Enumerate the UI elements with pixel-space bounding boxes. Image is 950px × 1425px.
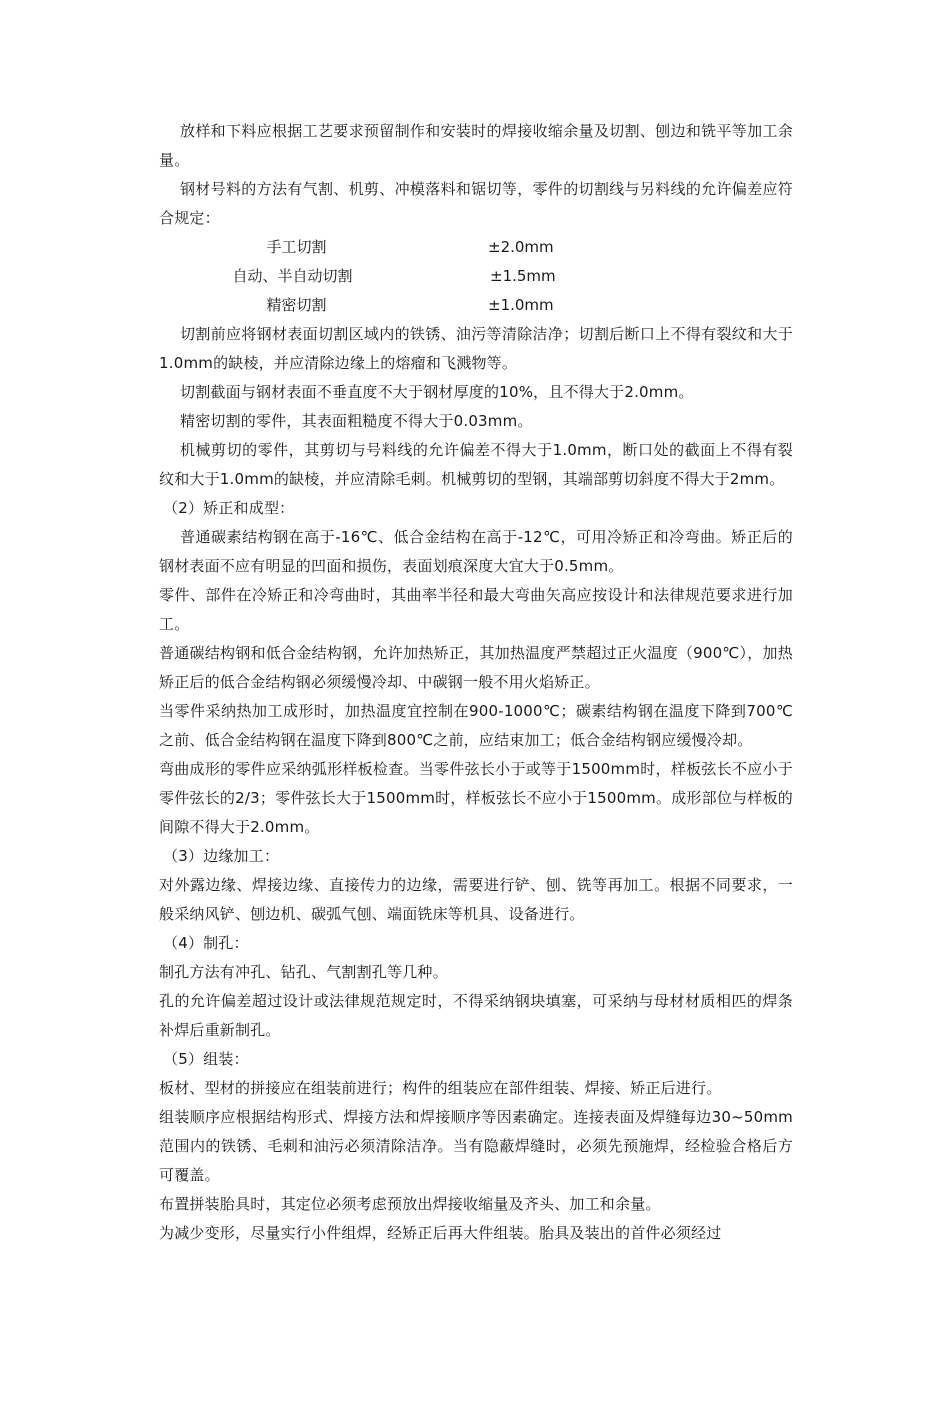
tolerance-method: 自动、半自动切割 <box>232 267 353 285</box>
section-heading: （2）矫正和成型： <box>163 499 295 517</box>
paragraph-mechanical-shearing: 机械剪切的零件，其剪切与号料线的允许偏差不得大于1.0mm，断口处的截面上不得有裂纹和大于1.0mm的缺棱，并应清除毛刺。机械剪切的型钢，其端部剪切斜度不得大于2mm。 <box>159 441 793 488</box>
tolerance-row <box>159 291 793 320</box>
paragraph-lofting: 放样和下料应根据工艺要求预留制作和安装时的焊接收缩余量及切割、刨边和铣平等加工余量。 <box>159 122 793 169</box>
section-heading: （3）边缘加工： <box>163 847 280 865</box>
paragraph: 弯曲成形的零件应采纳弧形样板检查。当零件弦长小于或等于1500mm时，样板弦长不应小于零件弦长的2/3；零件弦长大于1500mm时，样板弦长不应小于1500mm。成形部位与样板的间隙不得大于2.0mm。 <box>159 760 793 836</box>
paragraph-marking-methods: 钢材号料的方法有气割、机剪、冲模落料和锯切等，零件的切割线与另料线的允许偏差应符合规定： <box>159 180 793 227</box>
section-heading: （4）制孔： <box>163 934 249 952</box>
paragraph: 布置拼装胎具时，其定位必须考虑预放出焊接收缩量及齐头、加工和余量。 <box>159 1195 661 1213</box>
paragraph-cold-straightening: 普通碳素结构钢在高于-16℃、低合金结构在高于-12℃，可用冷矫正和冷弯曲。矫正后的钢材表面不应有明显的凹面和损伤，表面划痕深度大宜大于0.5mm。 <box>159 528 793 575</box>
paragraph: 对外露边缘、焊接边缘、直接传力的边缘，需要进行铲、刨、铣等再加工。根据不同要求，一般采纳风铲、刨边机、碳弧气刨、端面铣床等机具、设备进行。 <box>159 876 793 923</box>
paragraph: 当零件采纳热加工成形时，加热温度宜控制在900-1000℃；碳素结构钢在温度下降到700℃之前、低合金结构钢在温度下降到800℃之前，应结束加工；低合金结构钢应缓慢冷却。 <box>159 702 793 749</box>
tolerance-row <box>159 262 793 291</box>
paragraph-perpendicularity: 切割截面与钢材表面不垂直度不大于钢材厚度的10%，且不得大于2.0mm。 <box>180 383 694 401</box>
tolerance-method: 手工切割 <box>266 238 327 256</box>
paragraph-roughness: 精密切割的零件，其表面粗糙度不得大于0.03mm。 <box>180 412 533 430</box>
tolerance-value: ±2.0mm <box>488 238 554 256</box>
paragraph: 零件、部件在冷矫正和冷弯曲时，其曲率半径和最大弯曲矢高应按设计和法律规范要求进行加工。 <box>159 586 793 633</box>
tolerance-value: ±1.5mm <box>490 267 556 285</box>
section-heading: （5）组装： <box>163 1050 249 1068</box>
paragraph: 组装顺序应根据结构形式、焊接方法和焊接顺序等因素确定。连接表面及焊缝每边30~50mm范围内的铁锈、毛刺和油污必须清除洁净。当有隐蔽焊缝时，必须先预施焊，经检验合格后方可覆盖。 <box>159 1108 793 1184</box>
tolerance-value: ±1.0mm <box>488 296 554 314</box>
tolerance-method: 精密切割 <box>266 296 327 314</box>
paragraph: 普通碳结构钢和低合金结构钢，允许加热矫正，其加热温度严禁超过正火温度（900℃），加热矫正后的低合金结构钢必须缓慢冷却、中碳钢一般不用火焰矫正。 <box>159 644 793 691</box>
paragraph: 为减少变形，尽量实行小件组焊，经矫正后再大件组装。胎具及装出的首件必须经过 <box>159 1224 722 1242</box>
paragraph-pre-cut-cleaning: 切割前应将钢材表面切割区域内的铁锈、油污等清除洁净；切割后断口上不得有裂纹和大于1.0mm的缺棱，并应清除边缘上的熔瘤和飞溅物等。 <box>159 325 793 372</box>
paragraph: 板材、型材的拼接应在组装前进行；构件的组装应在部件组装、焊接、矫正后进行。 <box>159 1079 722 1097</box>
paragraph: 孔的允许偏差超过设计或法律规范规定时，不得采纳钢块填塞，可采纳与母材材质相匹的焊条补焊后重新制孔。 <box>159 992 793 1039</box>
tolerance-table <box>159 233 793 320</box>
tolerance-row <box>159 233 793 262</box>
paragraph: 制孔方法有冲孔、钻孔、气割割孔等几种。 <box>159 963 448 981</box>
